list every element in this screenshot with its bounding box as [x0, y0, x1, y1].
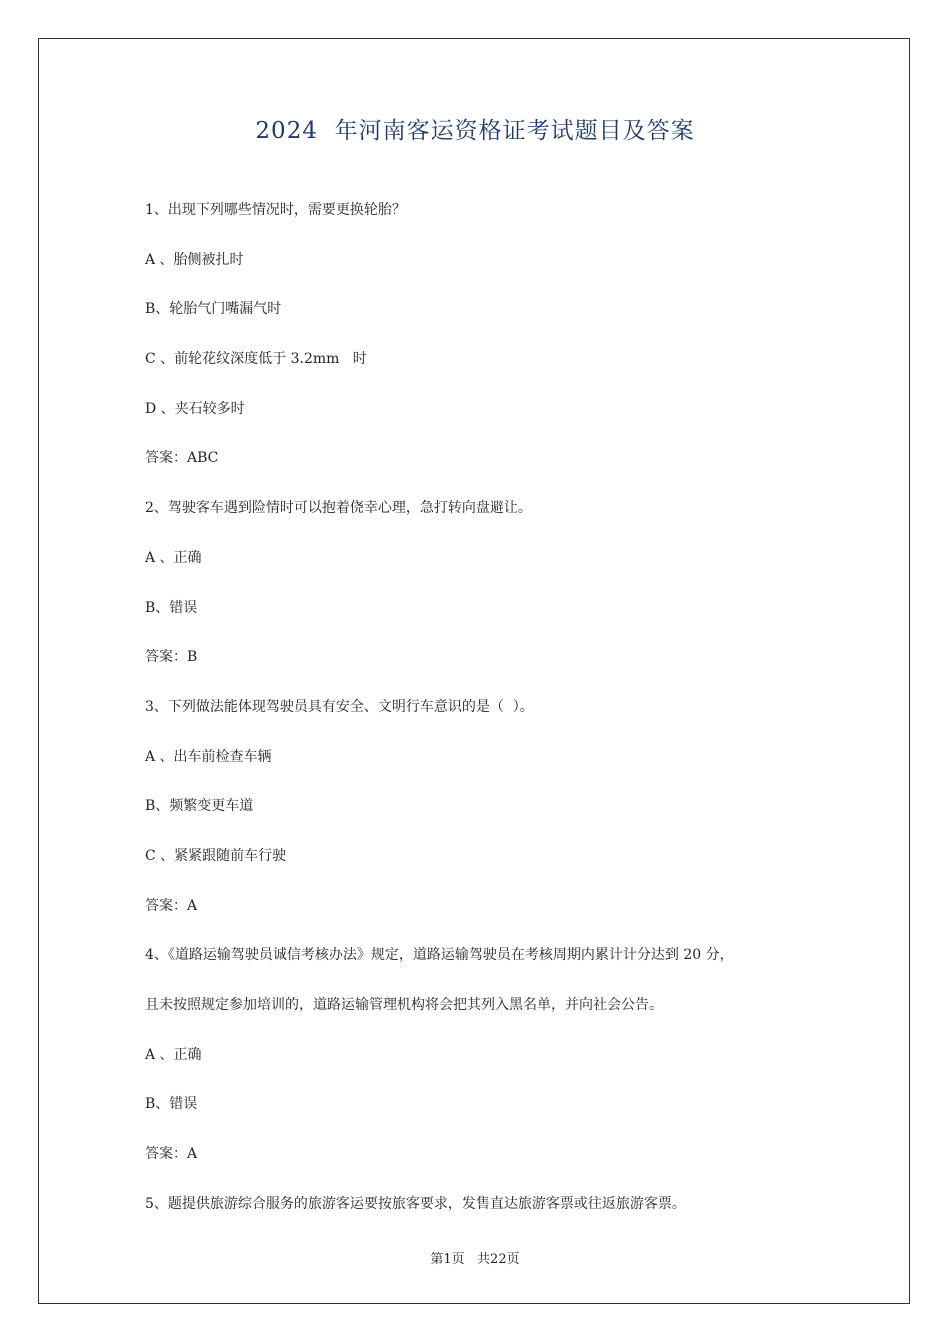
question-4-option-b: B、错误: [145, 1096, 198, 1113]
question-3-option-b: B、频繁变更车道: [145, 798, 254, 815]
question-4-answer: 答案：A: [145, 1146, 198, 1163]
question-1-option-b: B、轮胎气门嘴漏气时: [145, 301, 282, 318]
question-3-text: 3、下列做法能体现驾驶员具有安全、文明行车意识的是（ ）。: [145, 698, 534, 715]
question-1-option-d: D 、夹石较多时: [145, 400, 245, 417]
question-1-option-a: A 、胎侧被扎时: [145, 251, 244, 268]
question-3-option-c: C 、紧紧跟随前车行驶: [145, 847, 287, 864]
question-2-option-a: A 、正确: [145, 549, 202, 566]
question-1-option-c: C 、前轮花纹深度低于 3.2mm 时: [145, 351, 367, 368]
question-1-text: 1、出现下列哪些情况时，需要更换轮胎？: [145, 202, 406, 218]
question-2-option-b: B、错误: [145, 599, 198, 616]
question-4-text: 4、《道路运输驾驶员诚信考核办法》规定，道路运输驾驶员在考核周期内累计计分达到 20 分，: [145, 947, 734, 964]
document-title: 2024 年河南客运资格证考试题目及答案: [255, 118, 695, 144]
question-3-answer: 答案：A: [145, 897, 198, 914]
question-2-answer: 答案：B: [145, 649, 198, 666]
question-4-text-continued: 且未按照规定参加培训的，道路运输管理机构将会把其列入黑名单，并向社会公告。: [145, 997, 663, 1013]
document-body: [145, 200, 825, 1243]
question-4-option-a: A 、正确: [145, 1046, 202, 1063]
page-footer: 第1页 共22页: [430, 1252, 520, 1267]
question-5-text: 5、题提供旅游综合服务的旅游客运要按旅客要求，发售直达旅游客票或往返旅游客票。: [145, 1195, 686, 1212]
question-3-option-a: A 、出车前检查车辆: [145, 748, 272, 765]
question-1-answer: 答案：ABC: [145, 450, 219, 467]
question-2-text: 2、驾驶客车遇到险情时可以抱着侥幸心理，急打转向盘避让。: [145, 500, 532, 517]
